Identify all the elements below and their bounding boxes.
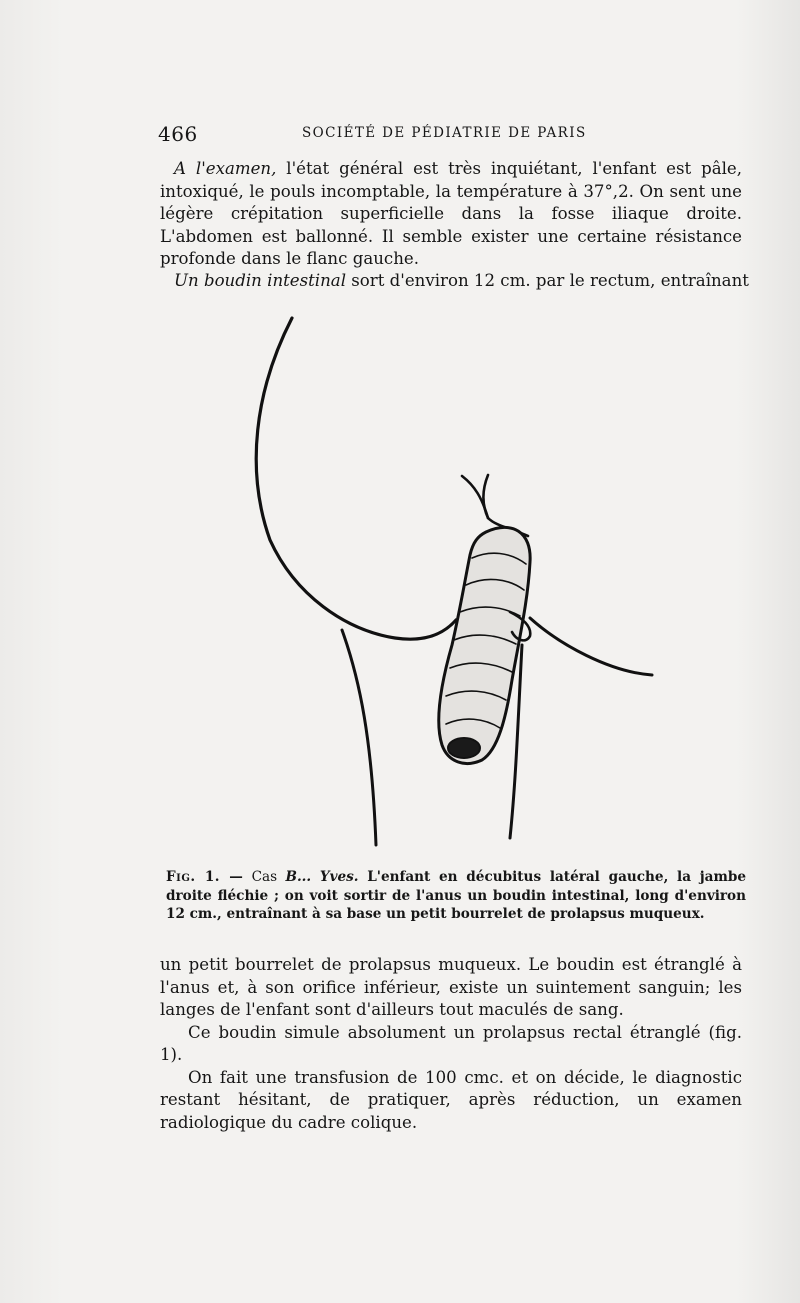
paragraph-simulation: Ce boudin simule absolument un prolapsus rectal étranglé (fig. 1). bbox=[160, 1022, 742, 1064]
caption-text: L'enfant en décubitus latéral gauche, la jambe droite fléchie ; on voit sortir de l'anus un boudin intestinal, long d'environ 12 cm., entraînant à sa base un petit bourrelet de prolapsus muqueux. bbox=[166, 869, 746, 922]
figure-caption bbox=[166, 868, 746, 924]
paragraph-lead-italic: A l'examen, bbox=[174, 159, 277, 178]
page-header bbox=[158, 122, 742, 148]
paragraph-bourrelet: un petit bourrelet de prolapsus muqueux. Le boudin est étranglé à l'anus et, à son orifice inférieur, existe un suintement sanguin; les langes de l'enfant sont d'ailleurs tout maculés de sang. bbox=[160, 955, 742, 1019]
leg-line-left bbox=[342, 630, 376, 845]
figure-illustration bbox=[160, 300, 720, 860]
fold-line bbox=[484, 475, 489, 518]
paragraph-text: l'état général est très inquiétant, l'enfant est pâle, intoxiqué, le pouls incomptable, la température à 37°,2. On sent une légère crépitation superficielle dans la fosse iliaque droite. L'abdomen est ballonné. Il semble exister une certaine résistance profonde dans le flanc gauche. bbox=[160, 159, 743, 268]
body-continued bbox=[160, 954, 742, 1134]
paragraph-boudin bbox=[160, 270, 749, 293]
paragraph-lead-italic: Un boudin intestinal bbox=[174, 271, 346, 290]
paragraph-transfusion: On fait une transfusion de 100 cmc. et on décide, le diagnostic restant hésitant, de pratiquer, après réduction, un examen radiologique du cadre colique. bbox=[160, 1067, 742, 1132]
body-outline bbox=[256, 318, 456, 639]
figure-label: Fig. 1. — bbox=[166, 869, 244, 885]
page-number: 466 bbox=[158, 122, 198, 146]
paragraph-text: sort d'environ 12 cm. par le rectum, entraînant bbox=[346, 271, 749, 290]
caption-case-prefix: Cas bbox=[243, 869, 286, 885]
caption-case-name: B... Yves. bbox=[285, 869, 359, 885]
contour-right bbox=[530, 618, 652, 675]
boudin-orifice bbox=[448, 738, 480, 758]
running-head: SOCIÉTÉ DE PÉDIATRIE DE PARIS bbox=[302, 125, 587, 141]
paragraph-examination bbox=[160, 158, 742, 271]
